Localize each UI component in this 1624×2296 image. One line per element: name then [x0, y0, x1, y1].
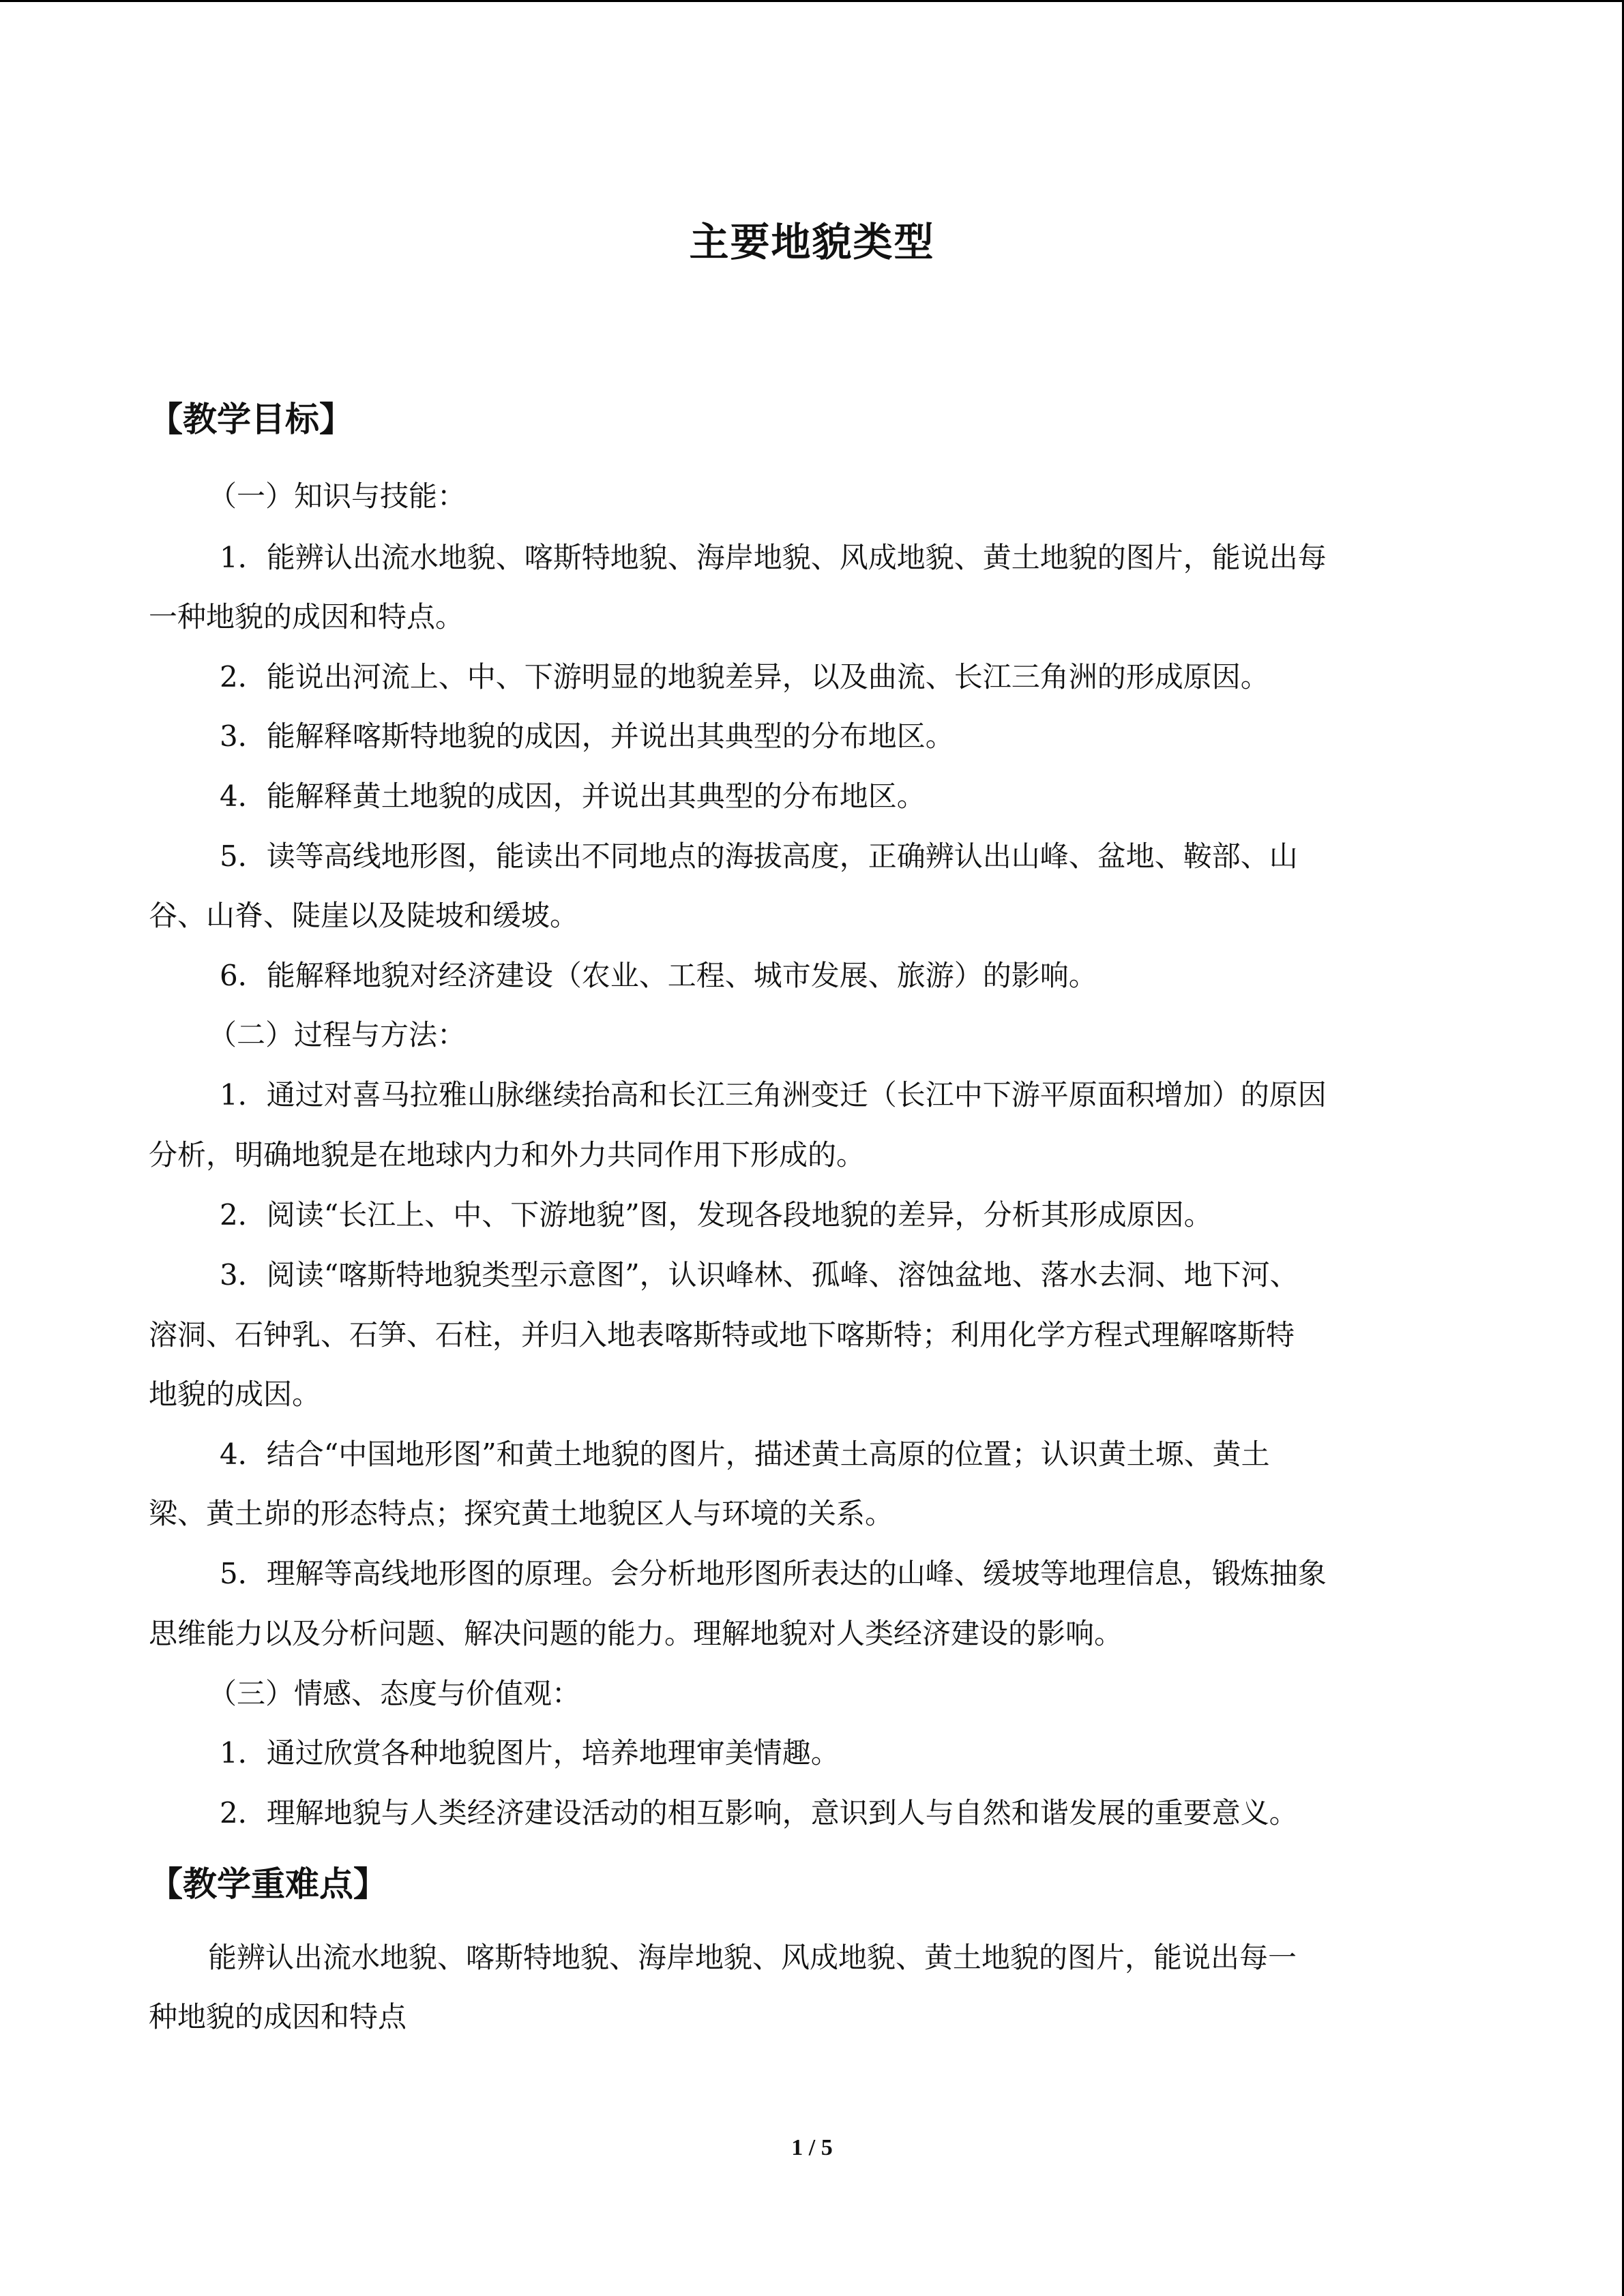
- paragraph-line: 4．结合“中国地形图”和黄土地貌的图片，描述黄土高原的位置；认识黄土塬、黄土: [220, 1437, 1270, 1471]
- paragraph-line: 2．阅读“长江上、中、下游地貌”图，发现各段地貌的差异，分析其形成原因。: [220, 1198, 1213, 1232]
- paragraph-line: 溶洞、石钟乳、石笋、石柱，并归入地表喀斯特或地下喀斯特；利用化学方程式理解喀斯特: [149, 1318, 1295, 1352]
- section-heading-key-points: 【教学重难点】: [149, 1864, 387, 1904]
- paragraph-line: 一种地貌的成因和特点。: [149, 600, 464, 633]
- page-title: 主要地貌类型: [689, 219, 935, 265]
- paragraph-line: 3．阅读“喀斯特地貌类型示意图”，认识峰林、孤峰、溶蚀盆地、落水去洞、地下河、: [220, 1258, 1299, 1292]
- section-heading-objectives: 【教学目标】: [149, 400, 353, 439]
- paragraph-line: 2．理解地貌与人类经济建设活动的相互影响，意识到人与自然和谐发展的重要意义。: [220, 1796, 1298, 1830]
- paragraph-line: 1．通过对喜马拉雅山脉继续抬高和长江三角洲变迁（长江中下游平原面积增加）的原因: [220, 1078, 1327, 1112]
- paragraph-line: 5．读等高线地形图，能读出不同地点的海拔高度，正确辨认出山峰、盆地、鞍部、山: [220, 839, 1298, 873]
- paragraph-line: 5．理解等高线地形图的原理。会分析地形图所表达的山峰、缓坡等地理信息，锻炼抽象: [220, 1557, 1327, 1590]
- paragraph-line: 思维能力以及分析问题、解决问题的能力。理解地貌对人类经济建设的影响。: [149, 1617, 1123, 1650]
- paragraph-line: 4．能解释黄土地貌的成因，并说出其典型的分布地区。: [220, 779, 926, 813]
- paragraph-line: 种地貌的成因和特点: [149, 2000, 407, 2033]
- subsection-heading: （一）知识与技能：: [208, 479, 467, 513]
- paragraph-line: 3．能解释喀斯特地貌的成因，并说出其典型的分布地区。: [220, 719, 954, 753]
- paragraph-line: 2．能说出河流上、中、下游明显的地貌差异，以及曲流、长江三角洲的形成原因。: [220, 660, 1269, 694]
- paragraph-line: 分析，明确地貌是在地球内力和外力共同作用下形成的。: [149, 1138, 866, 1172]
- paragraph-line: 谷、山脊、陡崖以及陡坡和缓坡。: [149, 899, 579, 932]
- subsection-heading: （二）过程与方法：: [208, 1018, 467, 1052]
- subsection-heading: （三）情感、态度与价值观：: [208, 1677, 581, 1710]
- paragraph-line: 1．能辨认出流水地貌、喀斯特地貌、海岸地貌、风成地貌、黄土地貌的图片，能说出每: [220, 541, 1327, 574]
- paragraph-line: 能辨认出流水地貌、喀斯特地貌、海岸地貌、风成地貌、黄土地貌的图片，能说出每一: [208, 1941, 1297, 1974]
- paragraph-line: 地貌的成因。: [149, 1377, 321, 1411]
- page-number: 1 / 5: [791, 2135, 833, 2160]
- paragraph-line: 6．能解释地貌对经济建设（农业、工程、城市发展、旅游）的影响。: [220, 959, 1097, 992]
- paragraph-line: 梁、黄土峁的形态特点；探究黄土地貌区人与环境的关系。: [149, 1497, 894, 1530]
- paragraph-line: 1．通过欣赏各种地貌图片，培养地理审美情趣。: [220, 1736, 840, 1770]
